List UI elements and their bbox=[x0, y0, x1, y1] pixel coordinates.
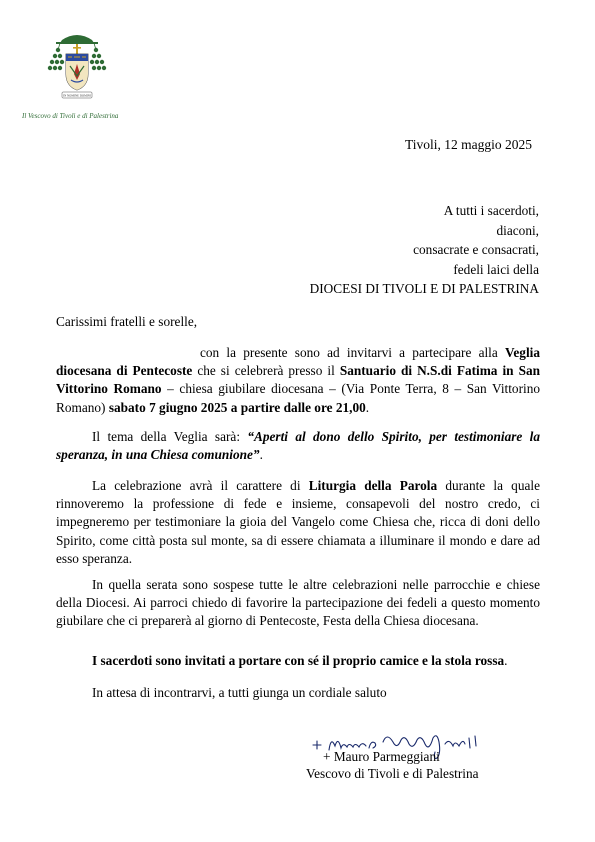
bold-text: Veglia diocesana di Pentecoste bbox=[56, 345, 540, 379]
signatory-name: + Mauro Parmeggiani bbox=[323, 749, 440, 764]
bold-text: I sacerdoti sono invitati a portare con sé il proprio camice e la stola rossa bbox=[92, 653, 505, 668]
paragraph-vestments bbox=[56, 652, 540, 670]
addressee-line: DIOCESI DI TIVOLI E DI PALESTRINA bbox=[309, 281, 539, 297]
text-run: – chiesa giubilare diocesana – (Via Ponte Terra, 8 – San Vittorino Romano) bbox=[56, 381, 540, 415]
paragraph-theme bbox=[56, 428, 540, 464]
bold-text: Santuario di N.S.di Fatima in San Vittorino Romano bbox=[56, 363, 541, 397]
text-run: La celebrazione avrà il carattere di bbox=[92, 478, 309, 493]
addressee-line: consacrate e consacrati, bbox=[413, 242, 539, 258]
crest-motto: IN NOMINE DOMINI bbox=[63, 93, 91, 98]
bold-text: Liturgia della Parola bbox=[308, 478, 438, 493]
addressee-line: fedeli laici della bbox=[453, 261, 539, 277]
paragraph-invitation bbox=[56, 344, 540, 417]
bold-text: sabato 7 giugno 2025 a partire dalle ore 21,00 bbox=[108, 399, 366, 415]
episcopal-coat-of-arms bbox=[44, 30, 110, 102]
addressee-line: diaconi, bbox=[496, 222, 539, 238]
text-run: durante la quale rinnoveremo la professione di fede e insieme, consapevoli del nostro credo, ci impegneremo per testimoniare la gioia del Vangelo come Chiesa che, ricca di doni dello Spirito, come città posta sul monte, sa di essere chiamata a illuminare il mondo e dare ad esso speranza. bbox=[56, 478, 540, 566]
text-run: . bbox=[259, 447, 263, 463]
crest-caption: Il Vescovo di Tivoli e di Palestrina bbox=[22, 112, 119, 120]
theme-quote: “Aperti al dono dello Spirito, per testimoniare la speranza, in una Chiesa comunione” bbox=[56, 429, 540, 463]
paragraph-greeting: In attesa di incontrarvi, a tutti giunga un cordiale saluto bbox=[92, 685, 387, 700]
paragraph-celebration bbox=[56, 477, 540, 568]
text-run: . bbox=[365, 399, 370, 415]
signatory-role: Vescovo di Tivoli e di Palestrina bbox=[306, 766, 479, 781]
text-run: con la presente sono ad invitarvi a partecipare alla bbox=[200, 345, 506, 360]
addressee-line: A tutti i sacerdoti, bbox=[443, 203, 539, 218]
addressee-block bbox=[310, 201, 539, 299]
salutation: Carissimi fratelli e sorelle, bbox=[56, 314, 198, 329]
paragraph-suspension: In quella serata sono sospese tutte le altre celebrazioni nelle parrocchie e chiese della Diocesi. Ai parroci chiedo di favorire la partecipazione dei fedeli a questo momento giubilare che ci preparerà al giorno di Pentecoste, Festa della Chiesa diocesana. bbox=[56, 577, 540, 629]
text-run: . bbox=[504, 653, 508, 668]
text-run: che si celebrerà presso il bbox=[192, 363, 340, 379]
letter-date: Tivoli, 12 maggio 2025 bbox=[405, 137, 533, 152]
text-run: Il tema della Veglia sarà: bbox=[92, 429, 248, 444]
